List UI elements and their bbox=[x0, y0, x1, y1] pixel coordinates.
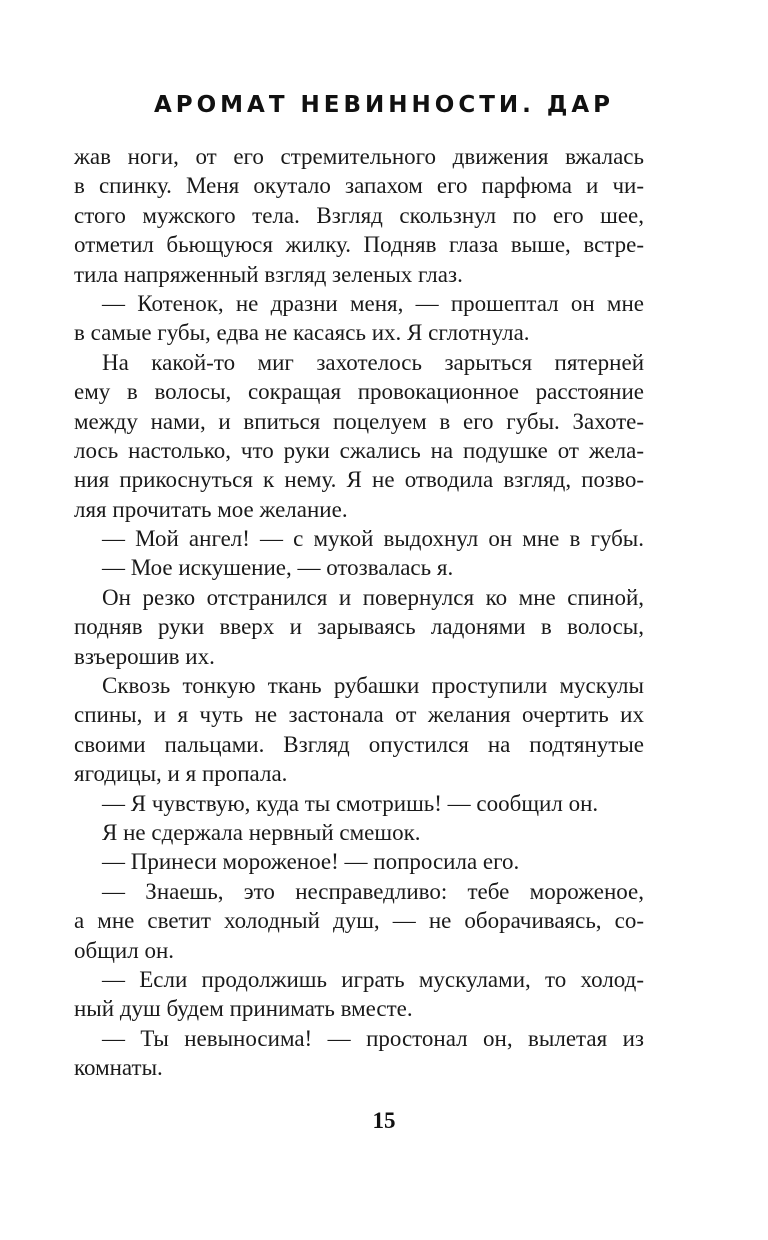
text-line: между нами, и впиться поцелуем в его губы. Захоте- bbox=[74, 408, 644, 434]
text-line: — Мое искушение, — отозвалась я. bbox=[102, 555, 454, 581]
text-line: а мне светит холодный душ, — не оборачиваясь, со- bbox=[74, 908, 644, 934]
running-title: АРОМАТ НЕВИННОСТИ. ДАР bbox=[153, 92, 615, 118]
text-line: общил он. bbox=[74, 937, 175, 963]
text-line: в спинку. Меня окутало запахом его парфюма и чи- bbox=[74, 173, 644, 199]
text-line: ный душ будем принимать вместе. bbox=[74, 996, 413, 1022]
text-line: отметил бьющуюся жилку. Подняв глаза выше, встре- bbox=[74, 232, 644, 258]
text-line: в самые губы, едва не касаясь их. Я сглотнула. bbox=[74, 320, 530, 346]
text-line: ягодицы, и я пропала. bbox=[74, 761, 288, 787]
text-line: — Принеси мороженое! — попросила его. bbox=[102, 849, 520, 875]
text-line: спины, и я чуть не застонала от желания очертить их bbox=[74, 702, 644, 728]
text-line: своими пальцами. Взгляд опустился на подтянутые bbox=[74, 731, 644, 757]
text-line: — Если продолжишь играть мускулами, то холод- bbox=[102, 966, 644, 992]
text-line: На какой-то миг захотелось зарыться пятерней bbox=[102, 349, 644, 375]
text-line: лось настолько, что руки сжались на подушке от жела- bbox=[74, 437, 644, 463]
body-text bbox=[74, 142, 644, 1083]
text-line: — Мой ангел! — с мукой выдохнул он мне в губы. bbox=[102, 526, 644, 552]
text-line: ляя прочитать мое желание. bbox=[74, 496, 348, 522]
text-line: взъерошив их. bbox=[74, 643, 215, 669]
text-line: — Я чувствую, куда ты смотришь! — сообщил он. bbox=[102, 790, 599, 816]
text-line: комнаты. bbox=[74, 1055, 163, 1081]
text-line: подняв руки вверх и зарываясь ладонями в волосы, bbox=[74, 614, 644, 640]
text-line: ния прикоснуться к нему. Я не отводила взгляд, позво- bbox=[74, 467, 644, 493]
page-number: 15 bbox=[372, 1108, 396, 1133]
text-line: ему в волосы, сокращая провокационное расстояние bbox=[74, 379, 644, 405]
text-line: Сквозь тонкую ткань рубашки проступили мускулы bbox=[102, 673, 644, 699]
text-line: стого мужского тела. Взгляд скользнул по его шее, bbox=[74, 202, 644, 228]
text-line: — Знаешь, это несправедливо: тебе мороженое, bbox=[102, 878, 644, 904]
text-line: Я не сдержала нервный смешок. bbox=[102, 819, 421, 845]
text-line: — Ты невыносима! — простонал он, вылетая из bbox=[102, 1025, 644, 1051]
text-line: тила напряженный взгляд зеленых глаз. bbox=[74, 261, 463, 287]
text-line: Он резко отстранился и повернулся ко мне спиной, bbox=[102, 584, 644, 610]
text-line: жав ноги, от его стремительного движения вжалась bbox=[74, 144, 644, 169]
text-line: — Котенок, не дразни меня, — прошептал он мне bbox=[102, 290, 644, 316]
